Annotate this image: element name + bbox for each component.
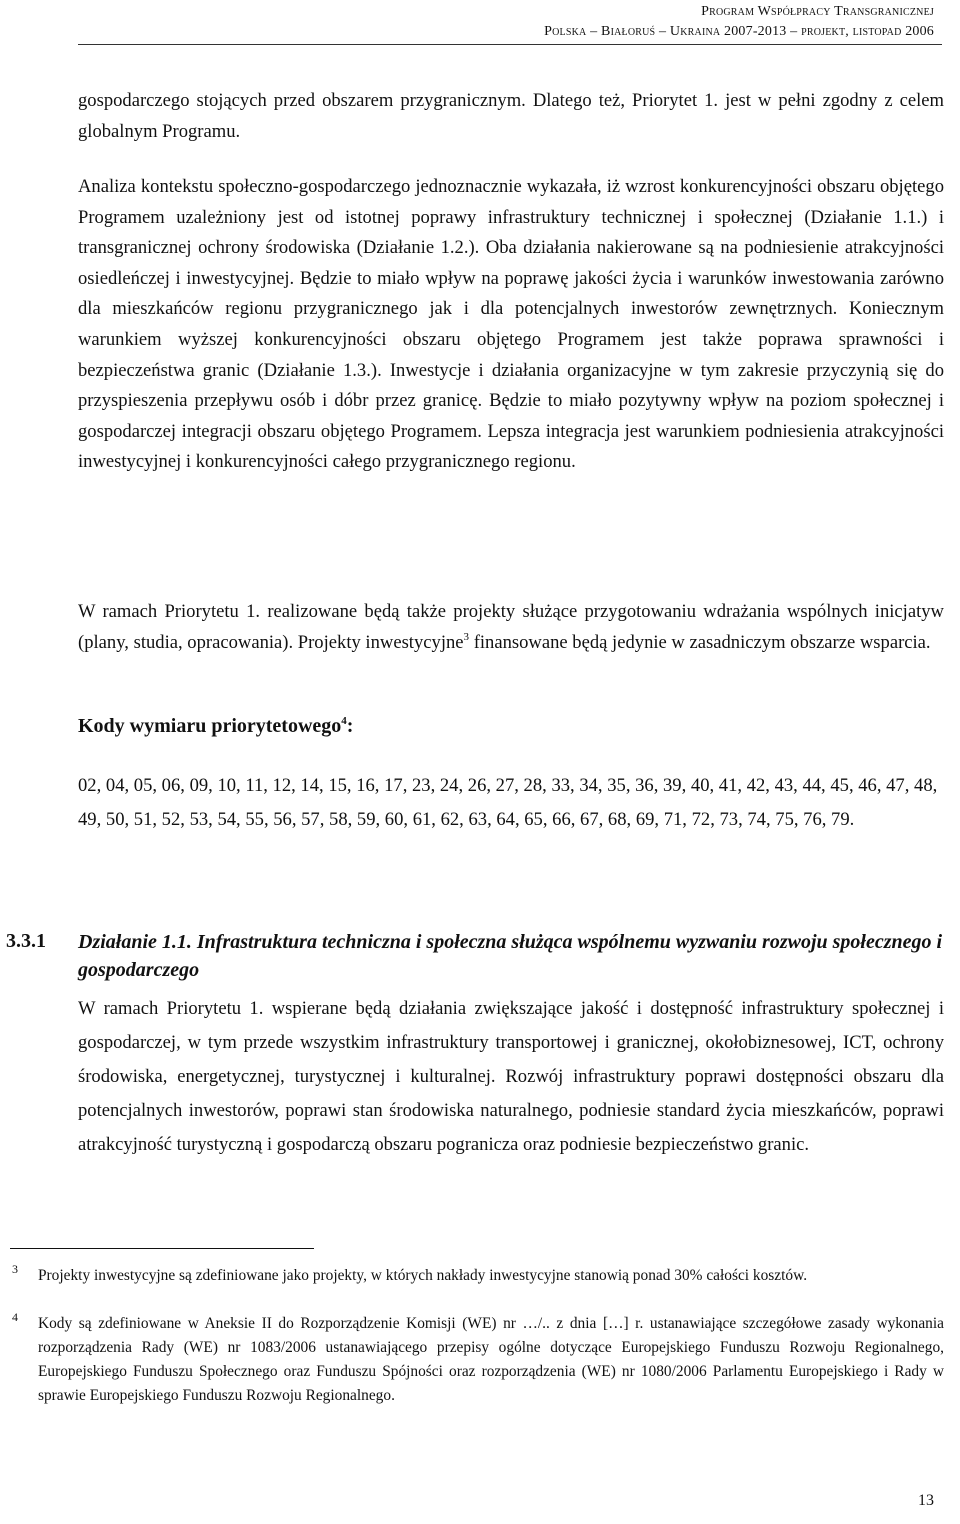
footnote-3-text: Projekty inwestycyjne są zdefiniowane jako projekty, w których nakłady inwestycyjne stanowią ponad 30% całości kosztów. bbox=[38, 1267, 808, 1284]
section-paragraph-text: W ramach Priorytetu 1. wspierane będą działania zwiększające jakość i dostępność infrastruktury społecznej i gospodarczej, w tym przede wszystkim infrastruktury transportowej i granicznej, okołobiznesowej, ICT, ochrony środowiska, energetycznej, turystycznej i kulturalnej. Rozwój infrastruktury poprawi dostępności obszaru dla potencjalnych inwestorów, poprawi stan środowiska naturalnego, podniesie standard życia mieszkańców, poprawi atrakcyjność turystyczną i gospodarczą obszaru pogranicza oraz podniesie bezpieczeństwo granic. bbox=[78, 998, 944, 1155]
paragraph-3-text-a: W ramach Priorytetu 1. realizowane będą także projekty służące przygotowaniu wdrażania wspólnych inicjatyw (plany, studia, opracowania). Projekty inwestycyjne bbox=[78, 601, 944, 653]
header-line-2: Polska – Białoruś – Ukraina 2007-2013 – projekt, listopad 2006 bbox=[544, 24, 934, 39]
kody-heading-colon: : bbox=[346, 715, 354, 737]
header-divider bbox=[78, 44, 942, 45]
header-line-1: Program Współpracy Transgranicznej bbox=[701, 4, 934, 19]
footnote-ref-3[interactable]: 3 bbox=[463, 630, 470, 643]
kody-heading-text: Kody wymiaru priorytetowego bbox=[78, 715, 342, 737]
paragraph-3 bbox=[78, 597, 944, 658]
page-number: 13 bbox=[918, 1492, 934, 1509]
footnote-4 bbox=[12, 1310, 944, 1408]
paragraph-2 bbox=[78, 172, 944, 478]
footnote-divider bbox=[10, 1248, 314, 1249]
footnote-4-text: Kody są zdefiniowane w Aneksie II do Rozporządzenie Komisji (WE) nr …/.. z dnia […] r. ustanawiające szczegółowe zasady wykonania rozporządzenia Rady (WE) nr 1083/2006 ustanawiającego przepisy ogólne dotyczące Europejskiego Funduszu Rozwoju Regionalnego, Europejskiego Funduszu Społecznego oraz Funduszu Spójności oraz rozporządzenia (WE) nr 1080/2006 Parlamentu Europejskiego i Rady w sprawie Europejskiego Funduszu Rozwoju Regionalnego. bbox=[38, 1315, 944, 1404]
paragraph-3-text-b: finansowane będą jedynie w zasadniczym obszarze wsparcia. bbox=[469, 631, 931, 653]
footnote-3 bbox=[12, 1262, 944, 1288]
footnote-3-mark: 3 bbox=[12, 1262, 18, 1276]
page-header bbox=[544, 2, 934, 42]
paragraph-1 bbox=[78, 86, 944, 147]
section-title: Działanie 1.1. Infrastruktura techniczna i społeczna służąca wspólnemu wyzwaniu rozwoju społecznego i gospodarczego bbox=[78, 931, 943, 981]
section-paragraph bbox=[78, 992, 944, 1162]
paragraph-1-text: gospodarczego stojących przed obszarem przygranicznym. Dlatego też, Priorytet 1. jest w pełni zgodny z celem globalnym Programu. bbox=[78, 90, 944, 142]
section-number: 3.3.1 bbox=[6, 930, 46, 952]
paragraph-2-text: Analiza kontekstu społeczno-gospodarczego jednoznacznie wykazała, iż wzrost konkurencyjności obszaru objętego Programem uzależniony jest od istotnej poprawy infrastruktury technicznej i społecznej (Działanie 1.1.) i transgranicznej ochrony środowiska (Działanie 1.2.). Oba działania nakierowane są na podniesienie atrakcyjności osiedleńczej i inwestycyjnej. Będzie to miało wpływ na poprawę jakości życia i warunków inwestowania zarówno dla mieszkańców regionu przygranicznego jak i dla potencjalnych inwestorów zewnętrznych. Koniecznym warunkiem wyższej konkurencyjności obszaru objętego Programem jest także poprawa sprawności i bezpieczeństwa granic (Działanie 1.3.). Inwestycje i działania organizacyjne w tym zakresie przyczynią się do przyspieszenia przepływu osób i dóbr przez granicę. Będzie to miało pozytywny wpływ na poziom społecznej i gospodarczej integracji obszaru objętego Programem. Lepsza integracja jest warunkiem podniesienia atrakcyjności inwestycyjnej i konkurencyjności całego przygranicznego regionu. bbox=[78, 176, 944, 473]
kody-heading bbox=[78, 715, 353, 738]
footnote-ref-4[interactable]: 4 bbox=[341, 715, 347, 727]
kody-list: 02, 04, 05, 06, 09, 10, 11, 12, 14, 15, 16, 17, 23, 24, 26, 27, 28, 33, 34, 35, 36, 39, 40, 41, 42, 43, 44, 45, 46, 47, 48, 49, 50, 51, 52, 53, 54, 55, 56, 57, 58, 59, 60, 61, 62, 63, 64, 65, 66, 67, 68, 69, 71, 72, 73, 74, 75, 76, 79. bbox=[78, 775, 938, 830]
footnote-4-mark: 4 bbox=[12, 1310, 18, 1324]
